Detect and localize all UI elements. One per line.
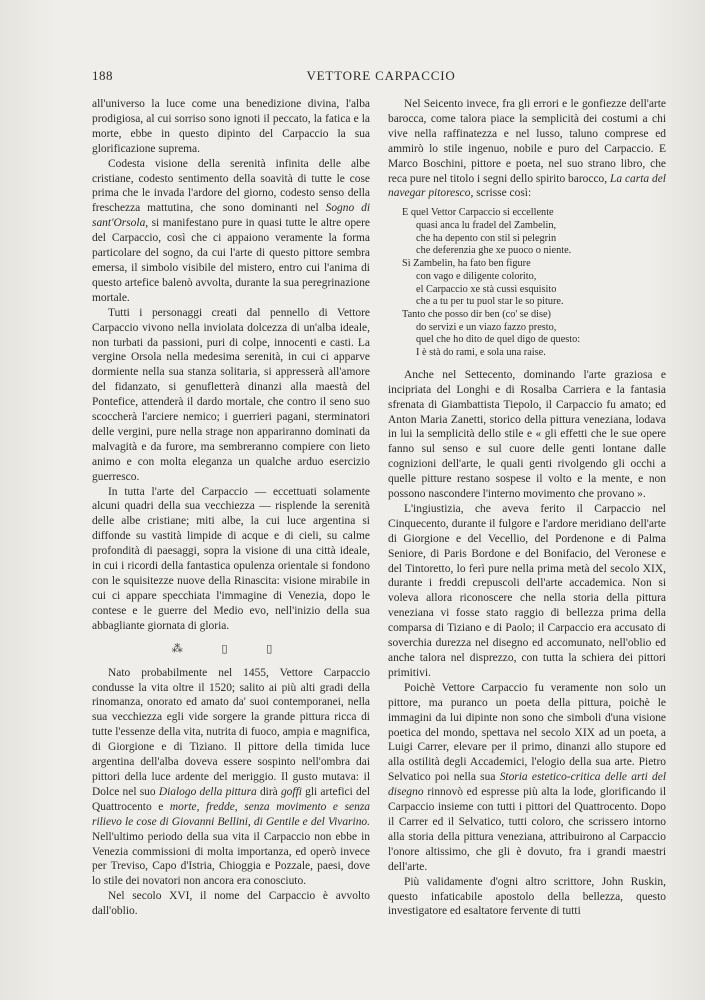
poem-line: I è stà do rami, e sola una raise. (416, 347, 546, 359)
text-run: Codesta visione della serenità infinita delle albe cristiane, codesto sentimento della soavità di tutte le cose prima che le invada l'ardore del giorno, codesto senso della freschezza mattutina, che sono dominanti nel (92, 157, 370, 215)
poem-line: che a tu per tu puol star le so piture. (416, 296, 564, 308)
paragraph: L'ingiustizia, che aveva ferito il Carpaccio nel Cinquecento, durante il fulgore e l'ardore meridiano dell'arte di Giorgione e del Vecellio, del Pordenone e di Palma Seniore, di Paris Bordone e del Bonifacio, del Veronese e del Tintoretto, lo ferì pure nella prima metà del secolo XIX, durante i freddi crepuscoli dell'arte accademica. Non si voleva allora riconoscere che nella storia della pittura veneziana vi fosse stato raggio di bellezza prima della comparsa di Tiziano e di Paolo; il Carpaccio era accusato di soverchia durezza nel disegno ed accomunato, nell'oblio ed anche talora nel disprezzo, con tutta la schiera dei pittori primitivi. (388, 502, 666, 679)
text-run: gli artefici del Quattrocento e (92, 785, 370, 813)
book-title: Storia estetico-critica delle arti del disegno (388, 771, 666, 799)
poem-line: E quel Vettor Carpaccio si eccellente (402, 207, 554, 219)
paragraph (92, 157, 370, 306)
running-title: VETTORE CARPACCIO (306, 68, 456, 83)
poem-line: Tanto che posso dir ben (co' se dise) (402, 308, 551, 320)
poem-line: che ha depento con stil si pelegrin (416, 232, 557, 244)
poem-quote (402, 207, 666, 359)
text-run: rinnovò ed espresse più alta la lode, glorificando il Carpaccio insieme con tutti i pittori del Quattrocento. Dopo il Carrer ed il Selvatico, tutti coloro, che scrissero intorno alla storia della pittura veneziana, attribuirono al Carpaccio l'onore altissimo, che gli è dovuto, fra i grandi maestri dell'arte. (388, 786, 666, 873)
paragraph: Più validamente d'ogni altro scrittore, John Ruskin, questo infaticabile apostolo della bellezza, questo investigatore ed esaltatore fervente di tutti (388, 875, 666, 918)
paragraph: all'universo la luce come una benedizione divina, l'alba prodigiosa, al cui sorriso sono ignoti il peccato, la fatica e la morte, ebbe in questo dipinto del Carpaccio la sua glorificazione suprema. (92, 98, 370, 155)
text-run: Poichè Vettore Carpaccio fu veramente non solo un pittore, ma puranco un poeta della pittura, poichè le immagini da lui dipinte non sono che simboli d'una visione poetica del mondo, spettava nel secolo XIX ad un poeta, a Luigi Carrer, elevare per il primo, dinanzi allo stupore ed alla ostilità degli Accademici, l'elogio della sua arte. Pietro Selvatico poi nella sua (388, 681, 666, 784)
paragraph: Nel secolo XVI, il nome del Carpaccio è avvolto dall'oblio. (92, 890, 370, 918)
paragraph: In tutta l'arte del Carpaccio — eccettuati solamente alcuni quadri della sua vecchiezza — risplende la serenità delle albe cristiane; miti albe, la cui luce argentina si diffonde su vastità limpide di acque e di cieli, su calme profondità di paesaggi, sopra la visione di una città ideale, in cui i ricordi della fantastica opulenza orientale si fondono con le squisitezze nuove della Rinascita: visione mirabile in cui ci appare specchiata l'immagine di Venezia, dopo le contese e le guerre del Medio evo, nell'inizio della sua abbagliante giornata di gloria. (92, 485, 370, 632)
poem-line: che deferenzia ghe xe puoco o niente. (416, 245, 572, 257)
italic-quote: morte, fredde, senza movimento e senza rilievo le cose di Giovanni Bellini, di Gentile e del Vivarino. (92, 800, 370, 828)
poem-line: Si Zambelin, ha fato ben figure (402, 258, 531, 270)
paragraph (388, 97, 666, 201)
left-column (92, 97, 370, 919)
poem-line: con vago e diligente colorito, (416, 270, 537, 282)
text-run: Nell'ultimo periodo della sua vita il Carpaccio non ebbe in Venezia commissioni di molta importanza, ed operò invece per Treviso, Capo d'Istria, Chioggia e Pozzale, paesi, dove lo stile dei novatori non ancora era conosciuto. (92, 830, 370, 888)
artwork-title: Sogno di sant'Orsola, (92, 202, 370, 230)
page-number: 188 (92, 68, 113, 83)
text-run: dirà (256, 785, 281, 798)
paragraph: Anche nel Settecento, dominando l'arte graziosa e incipriata del Longhi e di Rosalba Carriera e la fantasia sfrenata di Giambattista Tiepolo, il Carpaccio fu amato; ed Anton Maria Zanetti, storico della pittura veneziana, lodava in lui la semplicità dello stile e « gli effetti che le sue opere fanno sul senso e sul cuore delle genti lontane dalle cognizioni dell'arte, le quali genti rivolgendo gli occhi a quelle pitture restano sospese il volto e la mente, e non possono nascondere l'interno movimento che provano ». (388, 368, 666, 501)
paragraph (388, 681, 666, 875)
book-title: La carta del navegar pitoresco, (388, 172, 666, 200)
paragraph (92, 666, 370, 890)
text-run: Nel Seicento invece, fra gli errori e le gonfiezze dell'arte barocca, come talora piace la semplicità dei costumi a chi vive nella raffinatezza e nel lusso, taluno comprese ed ammirò lo stile ingenuo, nobile e puro del Carpaccio. E Marco Boschini, pittore e poeta, nel suo strano libro, che reca pure nel titolo i segni dello spirito barocco, (388, 98, 666, 185)
poem-line: do servizi e un viazo fazzo presto, (416, 321, 557, 333)
text-run: Nato probabilmente nel 1455, Vettore Carpaccio condusse la vita oltre il 1520; salito ai più alti gradi della rinomanza, onorato ed amato da' suoi contemporanei, nella sua vecchiezza egli vide sorgere la grande pittura ricca di tutte l'essenze della vita, nutrita di fuoco, ampia e magnifica, di Giorgione e di Tiziano. Il pittore della timida luce argentina dell'alba doveva essere sospinto nell'ombra dai pittori della luce ardente del meriggio. Il gusto mutava: il Dolce nel suo (92, 666, 370, 798)
right-column (388, 97, 666, 919)
section-divider: ⁂ ▯ ▯ (171, 642, 291, 655)
book-title: Dialogo della pittura (158, 785, 257, 798)
page-header (92, 68, 670, 86)
poem-line: quel che ho dito de quel digo de questo: (416, 334, 581, 346)
poem-line: el Carpaccio xe stà cussì esquisito (416, 283, 557, 295)
text-run: si manifestano pure in quasi tutte le altre opere del Carpaccio, così che ci appaiono veramente la forma particolare del sogno, da cui l'arte di questo pittore sembra emersa, il simbolo visibile del mistero, entro cui l'anima di questo artefice balenò avvolta, durante la sua peregrinazione mortale. (92, 217, 370, 304)
paragraph: Tutti i personaggi creati dal pennello di Vettore Carpaccio vivono nella inviolata dolcezza di un'alba ideale, non turbati da passioni, puri di colpe, innocenti e casti. La vergine Orsola nella medesima serenità, in cui ci apparve dormiente nella sua stanza solitaria, si appresserà all'amore del fidanzato, si genufletterà dinanzi alla maestà del Pontefice, attenderà il dardo mortale, che contro il seno suo scoccherà l'arciere nemico; i guerrieri pagani, sterminatori delle vergini, pure nella strage non appariranno dominati da malvagità e da furore, ma sembreranno compiere con lieto animo e con molta eleganza un qualche arduo esercizio guerresco. (92, 306, 370, 483)
italic-word: goffi (280, 785, 302, 798)
text-run: scrisse così: (473, 187, 532, 200)
poem-line: quasi anca lu fradel del Zambelin, (416, 220, 557, 232)
